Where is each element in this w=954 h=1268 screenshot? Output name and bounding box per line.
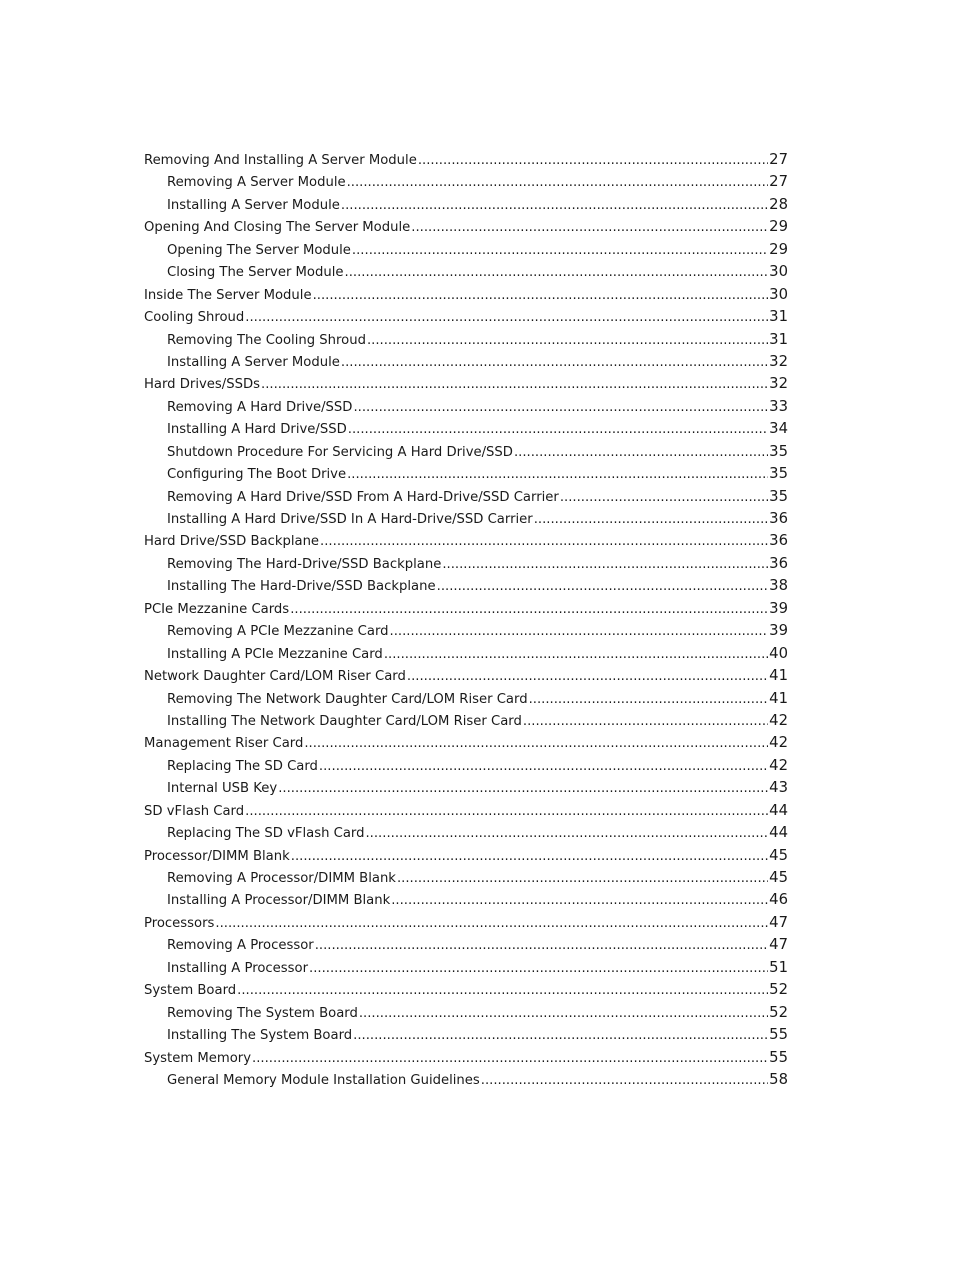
- toc-entry-page-number: 35: [769, 442, 788, 460]
- toc-entry-title: Installing A Processor/DIMM Blank: [167, 893, 391, 909]
- toc-entry-title: Processor/DIMM Blank: [144, 848, 290, 864]
- toc-entry-title: Removing A Hard Drive/SSD: [167, 399, 353, 415]
- toc-entry[interactable]: [144, 216, 788, 238]
- toc-entry-page-number: 36: [769, 510, 788, 527]
- toc-entry-page-number: 42: [769, 734, 788, 752]
- toc-entry-page-number: 41: [769, 667, 788, 685]
- toc-entry-page-number: 36: [769, 554, 788, 572]
- toc-entry-page-number: 58: [769, 1070, 788, 1088]
- toc-entry-page-number: 55: [769, 1048, 788, 1066]
- toc-entry-page-number: 36: [769, 532, 788, 550]
- toc-entry-page-number: 42: [769, 756, 788, 774]
- toc-entry-page-number: 34: [769, 420, 788, 438]
- dot-leader: [534, 509, 768, 531]
- toc-entry-title: Removing A Processor: [167, 938, 314, 954]
- toc-subentry[interactable]: [144, 1002, 788, 1024]
- toc-entry-title: Installing The Network Daughter Card/LOM Riser Card: [167, 713, 522, 729]
- dot-leader: [365, 823, 768, 845]
- dot-leader: [390, 621, 769, 643]
- toc-entry-page-number: 30: [769, 263, 788, 281]
- dot-leader: [304, 733, 768, 755]
- toc-entry-title: Removing The Network Daughter Card/LOM Riser Card: [167, 691, 528, 707]
- dot-leader: [384, 644, 768, 666]
- toc-entry-title: Internal USB Key: [167, 781, 278, 797]
- toc-subentry[interactable]: [144, 777, 788, 799]
- toc-entry-title: Cooling Shroud: [144, 310, 245, 326]
- toc-subentry[interactable]: [144, 620, 788, 642]
- dot-leader: [442, 554, 768, 576]
- toc-entry[interactable]: [144, 979, 788, 1001]
- dot-leader: [353, 397, 768, 419]
- toc-entry-page-number: 29: [769, 218, 788, 236]
- dot-leader: [481, 1070, 768, 1092]
- toc-subentry[interactable]: [144, 643, 788, 665]
- dot-leader: [245, 801, 768, 823]
- toc-entry-title: Hard Drive/SSD Backplane: [144, 534, 320, 550]
- toc-entry-title: Removing And Installing A Server Module: [144, 153, 417, 168]
- toc-entry-title: Installing A Hard Drive/SSD In A Hard-Drive/SSD Carrier: [167, 512, 533, 527]
- toc-entry[interactable]: [144, 800, 788, 822]
- toc-entry-title: Hard Drives/SSDs: [144, 377, 260, 393]
- toc-entry[interactable]: [144, 845, 788, 867]
- toc-entry[interactable]: [144, 732, 788, 754]
- dot-leader: [345, 262, 769, 284]
- dot-leader: [529, 689, 769, 711]
- toc-entry-page-number: 31: [769, 308, 788, 326]
- toc-entry[interactable]: [144, 1047, 788, 1069]
- toc-entry-title: Removing A Processor/DIMM Blank: [167, 871, 396, 886]
- toc-entry-page-number: 45: [769, 846, 788, 864]
- toc-entry-title: Replacing The SD Card: [167, 758, 318, 774]
- toc-subentry[interactable]: [144, 867, 788, 889]
- toc-entry[interactable]: [144, 665, 788, 687]
- toc-entry-title: Removing A Hard Drive/SSD From A Hard-Drive/SSD Carrier: [167, 489, 559, 505]
- toc-entry-title: Management Riser Card: [144, 736, 304, 752]
- toc-subentry[interactable]: [144, 575, 788, 597]
- toc-entry-page-number: 44: [769, 824, 788, 842]
- dot-leader: [237, 980, 768, 1002]
- toc-subentry[interactable]: [144, 261, 788, 283]
- dot-leader: [320, 531, 768, 553]
- toc-entry-title: Opening And Closing The Server Module: [144, 220, 411, 236]
- dot-leader: [290, 599, 768, 621]
- dot-leader: [397, 868, 768, 890]
- toc-entry-title: SD vFlash Card: [144, 803, 245, 819]
- toc-entry-page-number: 47: [769, 936, 788, 954]
- toc-subentry[interactable]: [144, 239, 788, 261]
- dot-leader: [347, 464, 768, 486]
- toc-entry-page-number: 39: [769, 599, 788, 617]
- toc-entry-page-number: 45: [769, 869, 788, 886]
- toc-entry-page-number: 46: [769, 891, 788, 909]
- toc-entry-title: Removing The Hard-Drive/SSD Backplane: [167, 556, 442, 572]
- toc-entry-page-number: 29: [769, 240, 788, 258]
- dot-leader: [261, 374, 768, 396]
- dot-leader: [252, 1048, 768, 1070]
- toc-entry-title: Installing A Processor: [167, 960, 309, 976]
- toc-entry-title: Installing A PCIe Mezzanine Card: [167, 646, 383, 662]
- toc-subentry[interactable]: [144, 171, 788, 193]
- toc-subentry[interactable]: [144, 463, 788, 485]
- dot-leader: [523, 711, 768, 733]
- dot-leader: [319, 756, 768, 778]
- toc-entry-title: Network Daughter Card/LOM Riser Card: [144, 669, 406, 685]
- toc-entry-title: Installing A Server Module: [167, 197, 340, 213]
- toc-entry-page-number: 43: [769, 779, 788, 797]
- table-of-contents: [144, 149, 788, 1091]
- toc-subentry[interactable]: [144, 889, 788, 911]
- toc-entry-title: System Board: [144, 983, 237, 999]
- toc-entry-page-number: 32: [769, 352, 788, 370]
- toc-entry-page-number: 39: [769, 622, 788, 640]
- toc-subentry[interactable]: [144, 441, 788, 463]
- dot-leader: [367, 330, 768, 352]
- toc-entry-page-number: 35: [769, 487, 788, 505]
- toc-entry-page-number: 42: [769, 711, 788, 729]
- toc-entry-page-number: 35: [769, 465, 788, 483]
- dot-leader: [352, 240, 768, 262]
- toc-entry-title: Inside The Server Module: [144, 287, 312, 303]
- toc-entry-title: Removing A Server Module: [167, 175, 346, 191]
- toc-subentry[interactable]: [144, 710, 788, 732]
- toc-subentry[interactable]: [144, 957, 788, 979]
- toc-entry-page-number: 28: [769, 195, 788, 213]
- toc-entry-title: Removing The System Board: [167, 1005, 358, 1021]
- toc-subentry[interactable]: [144, 1069, 788, 1091]
- dot-leader: [514, 442, 768, 464]
- toc-entry-page-number: 27: [769, 151, 788, 168]
- dot-leader: [315, 935, 768, 957]
- dot-leader: [437, 576, 769, 598]
- toc-subentry[interactable]: [144, 194, 788, 216]
- toc-entry[interactable]: [144, 598, 788, 620]
- toc-entry-page-number: 30: [769, 285, 788, 303]
- toc-entry[interactable]: [144, 284, 788, 306]
- dot-leader: [347, 172, 769, 194]
- dot-leader: [353, 1025, 768, 1047]
- toc-entry-page-number: 55: [769, 1026, 788, 1044]
- toc-subentry[interactable]: [144, 934, 788, 956]
- dot-leader: [245, 307, 768, 329]
- toc-subentry[interactable]: [144, 755, 788, 777]
- dot-leader: [313, 285, 769, 307]
- toc-subentry[interactable]: [144, 1024, 788, 1046]
- toc-subentry[interactable]: [144, 508, 788, 530]
- toc-entry-page-number: 33: [769, 397, 788, 415]
- dot-leader: [291, 846, 768, 868]
- dot-leader: [418, 150, 768, 172]
- toc-entry-title: General Memory Module Installation Guidelines: [167, 1072, 480, 1088]
- toc-entry-title: Installing The Hard-Drive/SSD Backplane: [167, 579, 436, 595]
- toc-subentry[interactable]: [144, 329, 788, 351]
- toc-entry-title: PCIe Mezzanine Cards: [144, 601, 290, 617]
- toc-entry[interactable]: [144, 912, 788, 934]
- toc-entry[interactable]: [144, 306, 788, 328]
- toc-entry-page-number: 41: [769, 689, 788, 707]
- toc-subentry[interactable]: [144, 396, 788, 418]
- dot-leader: [407, 666, 768, 688]
- toc-entry-page-number: 32: [769, 375, 788, 393]
- dot-leader: [341, 195, 768, 217]
- toc-entry-title: Shutdown Procedure For Servicing A Hard Drive/SSD: [167, 444, 513, 460]
- toc-entry-page-number: 47: [769, 913, 788, 931]
- toc-subentry[interactable]: [144, 822, 788, 844]
- toc-entry-page-number: 38: [769, 577, 788, 595]
- dot-leader: [309, 958, 768, 980]
- toc-entry-title: Installing The System Board: [167, 1028, 353, 1044]
- toc-entry-page-number: 44: [769, 801, 788, 819]
- dot-leader: [215, 913, 768, 935]
- dot-leader: [278, 778, 768, 800]
- dot-leader: [341, 352, 768, 374]
- toc-entry-title: Replacing The SD vFlash Card: [167, 826, 365, 842]
- toc-subentry[interactable]: [144, 486, 788, 508]
- dot-leader: [391, 890, 768, 912]
- dot-leader: [359, 1003, 768, 1025]
- toc-entry-page-number: 52: [769, 981, 788, 999]
- toc-entry-title: Installing A Server Module: [167, 354, 340, 370]
- toc-entry[interactable]: [144, 530, 788, 552]
- toc-subentry[interactable]: [144, 418, 788, 440]
- dot-leader: [411, 217, 768, 239]
- toc-entry-title: System Memory: [144, 1050, 252, 1066]
- toc-entry-title: Processors: [144, 915, 215, 931]
- toc-entry[interactable]: [144, 373, 788, 395]
- toc-entry-page-number: 27: [769, 173, 788, 191]
- toc-entry-page-number: 51: [769, 958, 788, 976]
- toc-entry-page-number: 40: [769, 644, 788, 662]
- toc-subentry[interactable]: [144, 553, 788, 575]
- toc-subentry[interactable]: [144, 688, 788, 710]
- dot-leader: [560, 487, 768, 509]
- toc-entry-page-number: 31: [769, 330, 788, 348]
- toc-entry-title: Opening The Server Module: [167, 242, 351, 258]
- toc-entry-title: Installing A Hard Drive/SSD: [167, 422, 347, 438]
- toc-entry-title: Configuring The Boot Drive: [167, 467, 347, 483]
- toc-entry-title: Closing The Server Module: [167, 265, 344, 281]
- dot-leader: [348, 419, 768, 441]
- toc-entry-title: Removing A PCIe Mezzanine Card: [167, 624, 389, 640]
- toc-entry-title: Removing The Cooling Shroud: [167, 332, 366, 348]
- toc-entry[interactable]: [144, 149, 788, 171]
- toc-entry-page-number: 52: [769, 1003, 788, 1021]
- toc-subentry[interactable]: [144, 351, 788, 373]
